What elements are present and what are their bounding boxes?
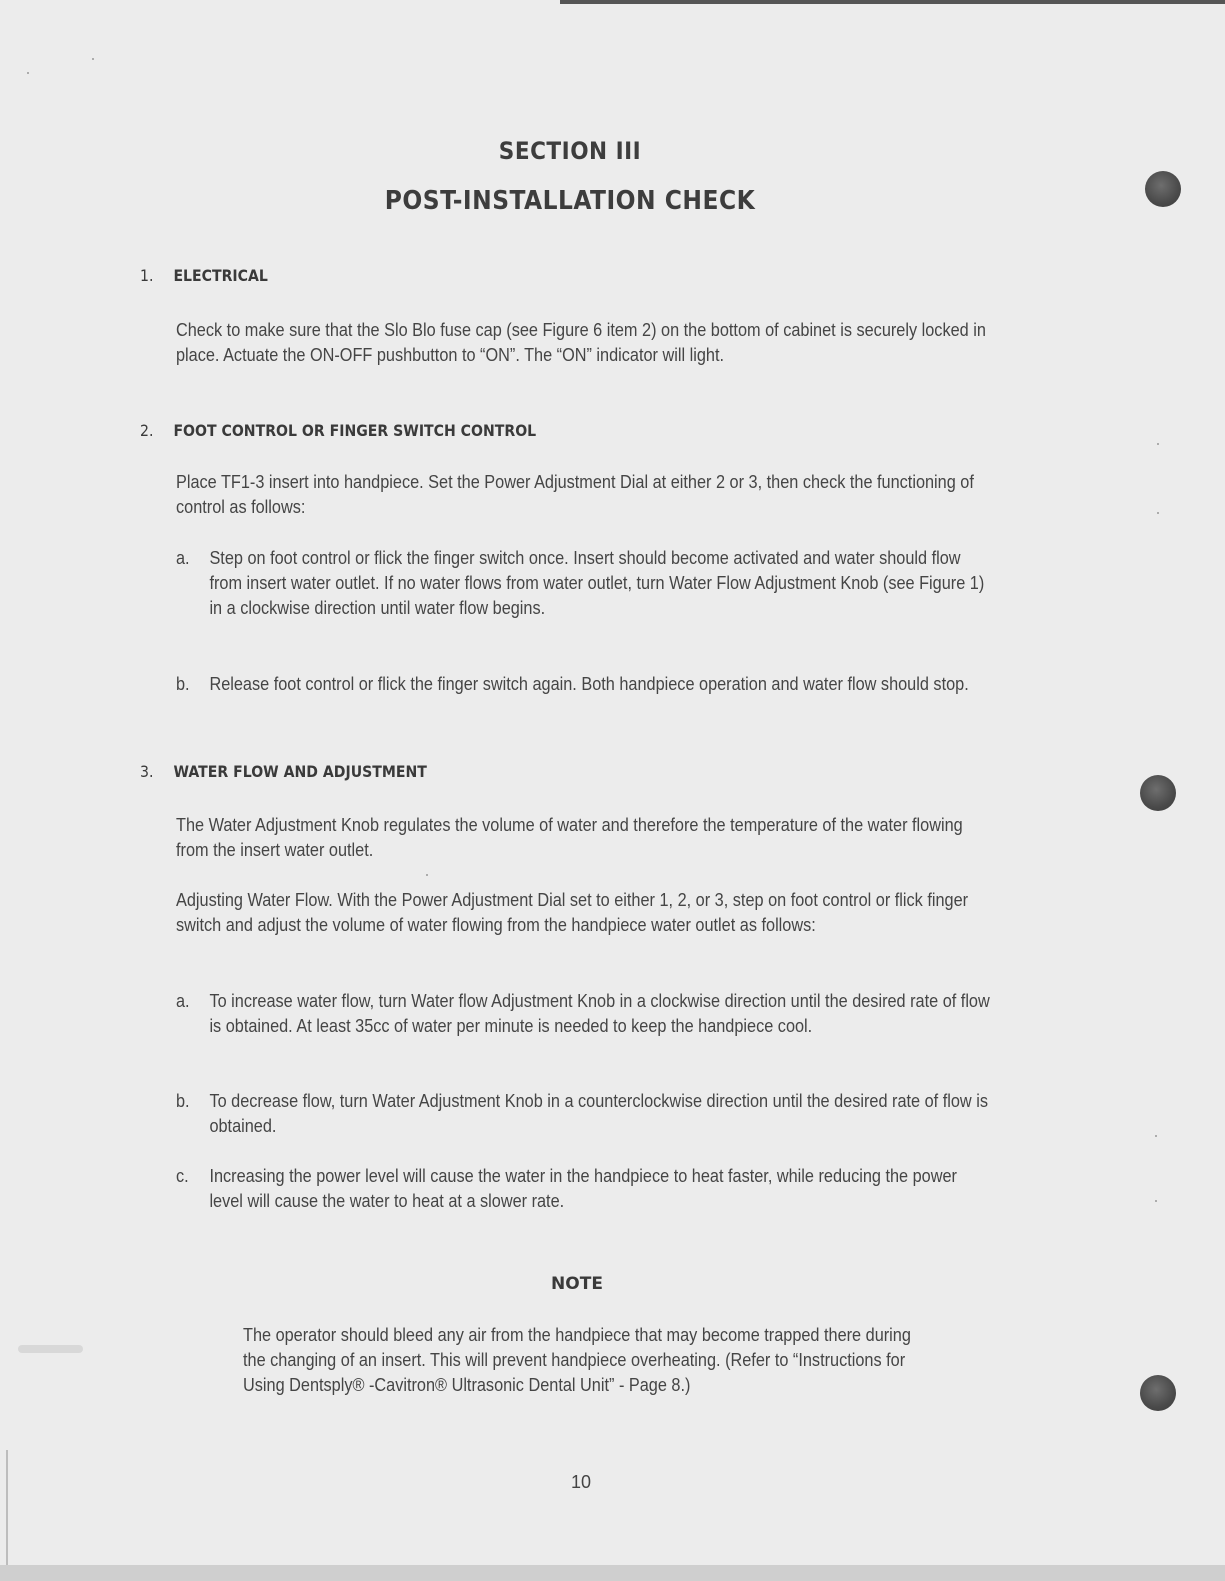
- water-flow-paragraph-2: Adjusting Water Flow. With the Power Adjustment Dial set to either 1, 2, or 3, step on foot control or flick finger switch and adjust the volume of water flowing from the handpiece water outlet as follows:: [176, 889, 969, 935]
- section-subtitle: POST-INSTALLATION CHECK: [384, 186, 756, 216]
- list-item-label: b.: [176, 673, 190, 694]
- heading-water-flow: [140, 762, 427, 781]
- scan-speck: [1155, 1200, 1157, 1202]
- list-item: [176, 988, 994, 1038]
- scan-smudge: [18, 1345, 83, 1353]
- scan-speck: [92, 58, 94, 60]
- list-item-label: a.: [176, 990, 190, 1011]
- list-item: [176, 1088, 994, 1138]
- page-number: 10: [570, 1472, 592, 1492]
- scan-speck: [27, 72, 29, 74]
- scan-speck: [1155, 1135, 1157, 1137]
- heading-foot-control: [140, 421, 536, 440]
- note-title: NOTE: [551, 1274, 603, 1294]
- electrical-paragraph: Check to make sure that the Slo Blo fuse cap (see Figure 6 item 2) on the bottom of cabinet is securely locked in place. Actuate the ON-OFF pushbutton to “ON”. The “ON” indicator will light.: [176, 319, 986, 365]
- left-edge-mark: [6, 1450, 8, 1565]
- heading-number: 2.: [140, 421, 154, 440]
- binder-hole-bottom: [1140, 1375, 1176, 1411]
- scan-speck: [1157, 443, 1159, 445]
- list-item-label: c.: [176, 1165, 189, 1186]
- heading-number: 3.: [140, 762, 154, 781]
- list-item-text: Release foot control or flick the finger switch again. Both handpiece operation and water flow should stop.: [209, 673, 969, 694]
- heading-text: ELECTRICAL: [173, 266, 268, 285]
- list-item-text: Step on foot control or flick the finger switch once. Insert should become activated and water should flow from insert water outlet. If no water flows from water outlet, turn Water Flow Adjustment Knob (see Figure 1) in a clockwise direction until water flow begins.: [209, 547, 985, 618]
- list-item-text: To increase water flow, turn Water flow Adjustment Knob in a clockwise direction until the desired rate of flow is obtained. At least 35cc of water per minute is needed to keep the handpiece cool.: [209, 990, 990, 1036]
- note-text: The operator should bleed any air from the handpiece that may become trapped there during the changing of an insert. This will prevent handpiece overheating. (Refer to “Instructions for Using Dentsply® -Cavitron® Ultrasonic Dental Unit” - Page 8.): [243, 1324, 911, 1395]
- binder-hole-top: [1145, 171, 1181, 207]
- bottom-edge: [0, 1565, 1225, 1581]
- heading-text: WATER FLOW AND ADJUSTMENT: [173, 762, 427, 781]
- heading-text: FOOT CONTROL OR FINGER SWITCH CONTROL: [173, 421, 537, 440]
- scan-speck: [1157, 512, 1159, 514]
- list-item-text: To decrease flow, turn Water Adjustment Knob in a counterclockwise direction until the desired rate of flow is obtained.: [209, 1090, 988, 1136]
- list-item-label: b.: [176, 1090, 190, 1111]
- binder-hole-middle: [1140, 775, 1176, 811]
- list-item-label: a.: [176, 547, 190, 568]
- heading-electrical: [140, 266, 268, 285]
- top-edge-rule: [560, 0, 1225, 4]
- list-item: [176, 545, 994, 620]
- section-title: SECTION III: [498, 137, 642, 165]
- list-item-text: Increasing the power level will cause the water in the handpiece to heat faster, while reducing the power level will cause the water to heat at a slower rate.: [209, 1165, 957, 1211]
- heading-number: 1.: [140, 266, 154, 285]
- foot-control-paragraph: Place TF1-3 insert into handpiece. Set the Power Adjustment Dial at either 2 or 3, then check the functioning of control as follows:: [176, 471, 974, 517]
- water-flow-paragraph-1: The Water Adjustment Knob regulates the volume of water and therefore the temperature of the water flowing from the insert water outlet.: [176, 814, 963, 860]
- list-item: [176, 671, 994, 696]
- list-item: [176, 1163, 994, 1213]
- scan-speck: [426, 874, 428, 876]
